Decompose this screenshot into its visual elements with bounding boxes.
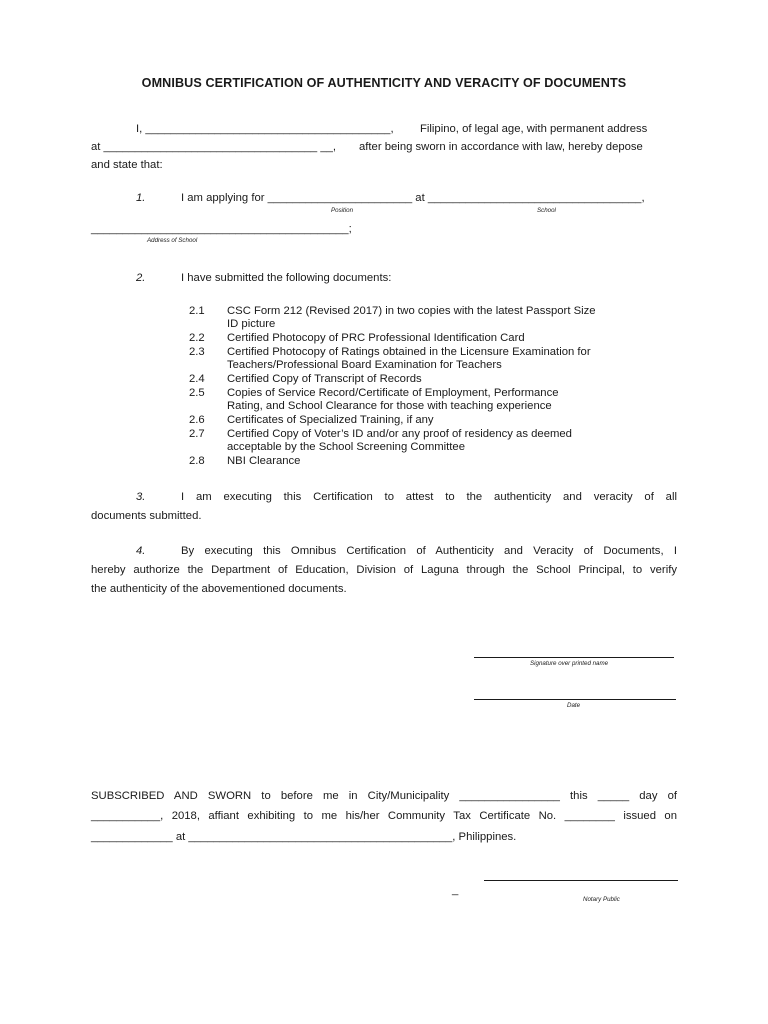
doc-2-6-number: 2.6 xyxy=(189,414,205,426)
signature-line xyxy=(474,657,674,658)
item-3-line-1: I am executing this Certification to attest to the authenticity and veracity of all xyxy=(181,491,677,503)
item-2-text: I have submitted the following documents: xyxy=(181,272,392,284)
jurat-line-3: _____________ at __________________________________________, Philippines. xyxy=(91,831,517,843)
doc-2-1-line-1: CSC Form 212 (Revised 2017) in two copies with the latest Passport Size xyxy=(227,305,596,317)
notary-dash: _ xyxy=(452,884,459,896)
doc-2-3-line-2: Teachers/Professional Board Examination for Teachers xyxy=(227,359,502,371)
doc-2-7-line-1: Certified Copy of Voter’s ID and/or any proof of residency as deemed xyxy=(227,428,572,440)
label-address-of-school: Address of School xyxy=(147,237,198,244)
item-1-text: I am applying for _______________________ at __________________________________, xyxy=(181,192,645,204)
item-3-number: 3. xyxy=(136,491,146,503)
intro-line-3: and state that: xyxy=(91,159,163,171)
intro-line-2a: at __________________________________ __, xyxy=(91,141,337,153)
item-3-line-2: documents submitted. xyxy=(91,510,202,522)
doc-2-4-line-1: Certified Copy of Transcript of Records xyxy=(227,373,422,385)
doc-2-8-line-1: NBI Clearance xyxy=(227,455,301,467)
document-title: OMNIBUS CERTIFICATION OF AUTHENTICITY AND VERACITY OF DOCUMENTS xyxy=(141,76,627,90)
doc-2-3-line-1: Certified Photocopy of Ratings obtained in the Licensure Examination for xyxy=(227,346,591,358)
doc-2-2-number: 2.2 xyxy=(189,332,205,344)
doc-2-2-line-1: Certified Photocopy of PRC Professional Identification Card xyxy=(227,332,525,344)
item-2-number: 2. xyxy=(136,272,146,284)
label-signature: Signature over printed name xyxy=(530,660,609,667)
label-school: School xyxy=(537,207,556,214)
notary-line xyxy=(484,880,678,881)
intro-line-2b: after being sworn in accordance with law, hereby depose xyxy=(359,141,643,153)
doc-2-1-line-2: ID picture xyxy=(227,318,276,330)
label-position: Position xyxy=(331,207,354,214)
doc-2-7-line-2: acceptable by the School Screening Committee xyxy=(227,441,465,453)
doc-2-6-line-1: Certificates of Specialized Training, if any xyxy=(227,414,434,426)
doc-2-5-number: 2.5 xyxy=(189,387,205,399)
jurat-line-2: ___________, 2018, affiant exhibiting to me his/her Community Tax Certificate No. ________ issued on xyxy=(91,810,677,822)
label-notary-public: Notary Public xyxy=(583,896,620,903)
doc-2-5-line-2: Rating, and School Clearance for those with teaching experience xyxy=(227,400,552,412)
item-4-line-1: By executing this Omnibus Certification of Authenticity and Veracity of Documents, I xyxy=(181,545,677,557)
intro-line-1b: Filipino, of legal age, with permanent address xyxy=(420,123,648,135)
doc-2-1-number: 2.1 xyxy=(189,305,205,317)
date-line xyxy=(474,699,676,700)
doc-2-8-number: 2.8 xyxy=(189,455,205,467)
item-4-number: 4. xyxy=(136,545,146,557)
item-4-line-3: the authenticity of the abovementioned documents. xyxy=(91,583,347,595)
jurat-line-1: SUBSCRIBED AND SWORN to before me in City/Municipality ________________ this _____ day of xyxy=(91,790,677,802)
address-line: _________________________________________; xyxy=(91,223,352,235)
doc-2-3-number: 2.3 xyxy=(189,346,205,358)
intro-line-1a: I, _______________________________________, xyxy=(136,123,394,135)
item-1-number: 1. xyxy=(136,192,146,204)
label-date: Date xyxy=(567,702,581,709)
doc-2-4-number: 2.4 xyxy=(189,373,205,385)
item-4-line-2: hereby authorize the Department of Education, Division of Laguna through the School Principal, to verify xyxy=(91,564,677,576)
doc-2-7-number: 2.7 xyxy=(189,428,205,440)
doc-2-5-line-1: Copies of Service Record/Certificate of Employment, Performance xyxy=(227,387,559,399)
